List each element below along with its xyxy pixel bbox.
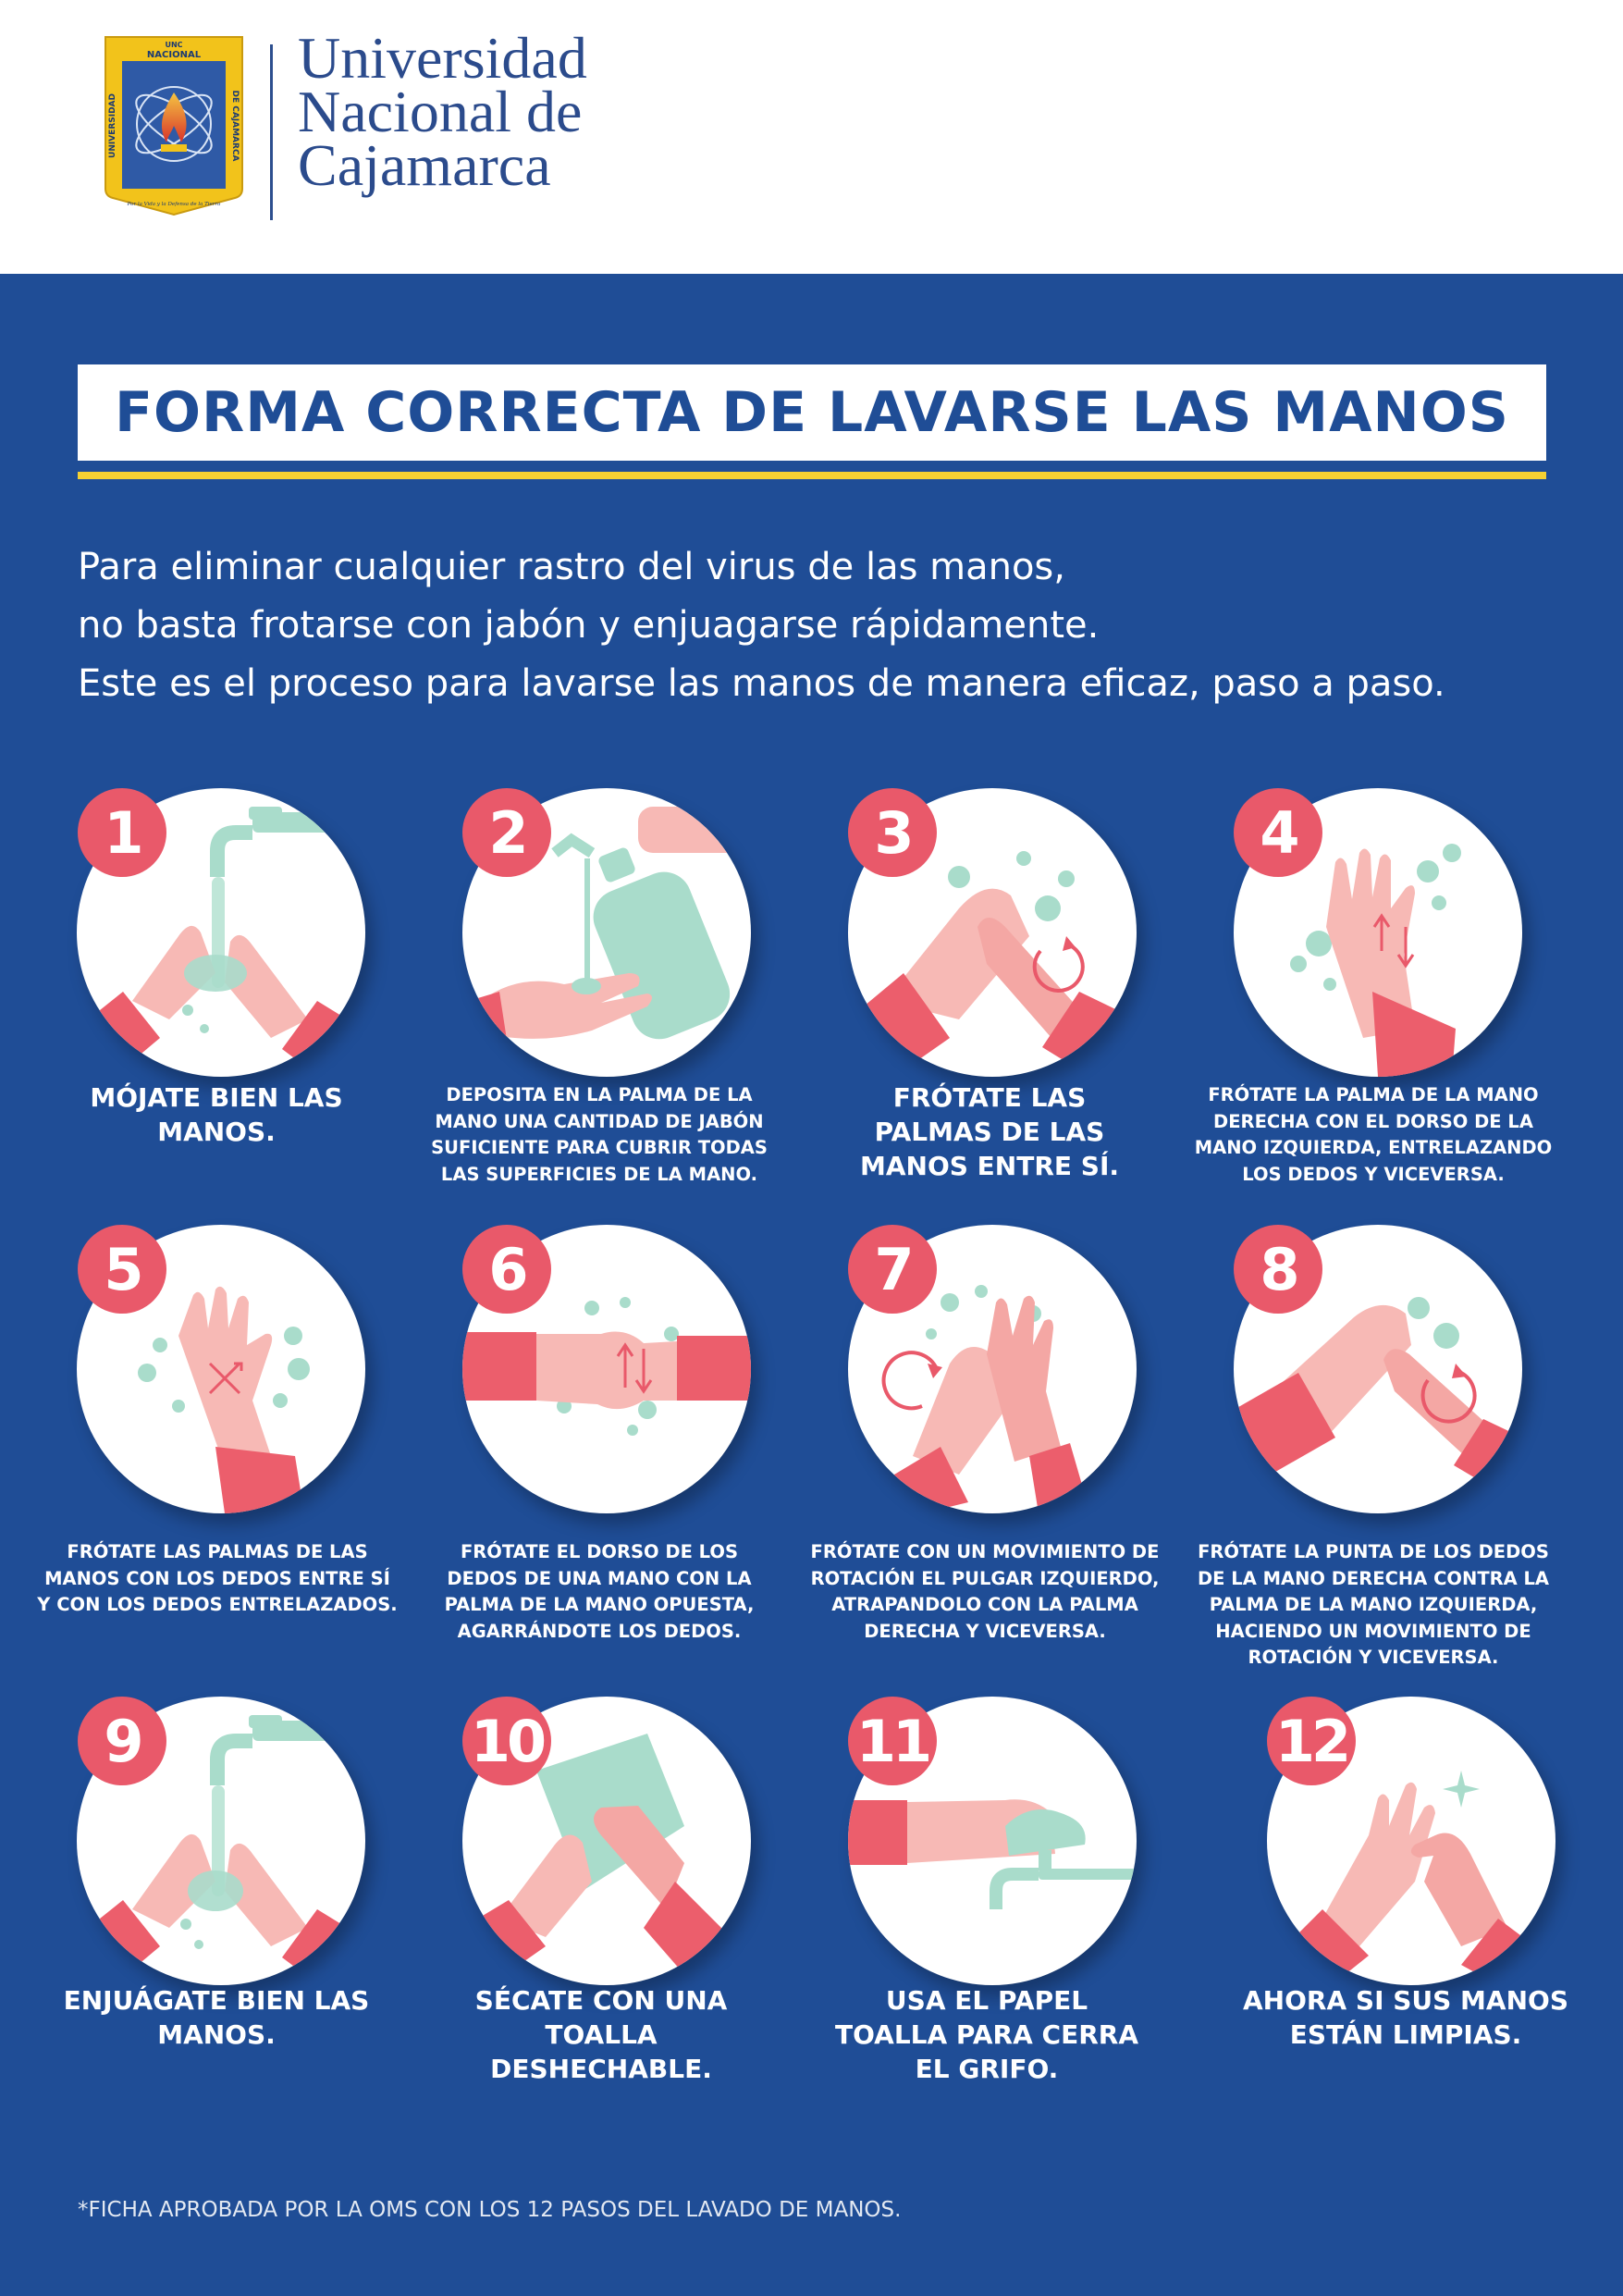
step-4-caption: FRÓTATE LA PALMA DE LA MANO DERECHA CON EL DORSO DE LA MANO IZQUIERDA, ENTRELAZANDO LOS DEDOS Y VICEVERSA. xyxy=(1194,1084,1553,1185)
header xyxy=(0,0,1623,274)
intro-line-3: Este es el proceso para lavarse las manos de manera eficaz, paso a paso. xyxy=(78,662,1445,705)
seal-motto: Por la Vida y la Defensa de la Tierra xyxy=(127,202,221,207)
step-10-number: 10 xyxy=(462,1697,551,1785)
step-7-number: 7 xyxy=(848,1225,937,1314)
header-divider xyxy=(270,44,273,220)
page-title: FORMA CORRECTA DE LAVARSE LAS MANOS xyxy=(115,380,1509,445)
seal-universidad: UNIVERSIDAD xyxy=(108,93,117,158)
seal-unc: UNC xyxy=(165,41,183,49)
step-6-caption: FRÓTATE EL DORSO DE LOS DEDOS DE UNA MANO CON LA PALMA DE LA MANO OPUESTA, AGARRÁNDOTE LOS DEDOS. xyxy=(444,1541,755,1642)
step-9-number: 9 xyxy=(78,1697,166,1785)
step-8-number: 8 xyxy=(1234,1225,1322,1314)
step-5-caption: FRÓTATE LAS PALMAS DE LAS MANOS CON LOS DEDOS ENTRE SÍ Y CON LOS DEDOS ENTRELAZADOS. xyxy=(37,1541,398,1615)
footnote: *FICHA APROBADA POR LA OMS CON LOS 12 PASOS DEL LAVADO DE MANOS. xyxy=(78,2198,902,2222)
step-2-number: 2 xyxy=(462,788,551,877)
step-12-number: 12 xyxy=(1267,1697,1356,1785)
step-1-caption: MÓJATE BIEN LAS MANOS. xyxy=(90,1082,343,1147)
title-underline xyxy=(78,472,1546,479)
step-11-caption: USA EL PAPEL TOALLA PARA CERRA EL GRIFO. xyxy=(835,1985,1138,2084)
step-5-number: 5 xyxy=(78,1225,166,1314)
step-10-caption: SÉCATE CON UNA TOALLA DESHECHABLE. xyxy=(474,1985,728,2084)
step-9-caption: ENJUÁGATE BIEN LAS MANOS. xyxy=(63,1985,370,2050)
step-12-caption: AHORA SI SUS MANOS ESTÁN LIMPIAS. xyxy=(1243,1985,1568,2050)
content-panel xyxy=(0,274,1623,2296)
intro-line-1: Para eliminar cualquier rastro del virus de las manos, xyxy=(78,546,1065,588)
seal-de-cajamarca: DE CAJAMARCA xyxy=(230,90,240,162)
university-name xyxy=(298,25,587,198)
university-name-line-3: Cajamarca xyxy=(298,132,551,198)
university-name-line-2: Nacional de xyxy=(298,79,583,144)
university-name-line-1: Universidad xyxy=(298,25,587,91)
step-8-caption: FRÓTATE LA PUNTA DE LOS DEDOS DE LA MANO DERECHA CONTRA LA PALMA DE LA MANO IZQUIERDA, HACIENDO UN MOVIMIENTO DE ROTACIÓN Y VICEVERSA. xyxy=(1197,1541,1550,1668)
step-1-number: 1 xyxy=(78,788,166,877)
title-box xyxy=(78,364,1546,461)
step-6-number: 6 xyxy=(462,1225,551,1314)
step-3-number: 3 xyxy=(848,788,937,877)
step-7-caption: FRÓTATE CON UN MOVIMIENTO DE ROTACIÓN EL PULGAR IZQUIERDO, ATRAPANDOLO CON LA PALMA DERECHA Y VICEVERSA. xyxy=(810,1541,1160,1642)
intro-text xyxy=(78,538,1557,713)
university-seal-logo xyxy=(102,33,246,224)
intro-line-2: no basta frotarse con jabón y enjuagarse rápidamente. xyxy=(78,604,1100,647)
step-2-caption: DEPOSITA EN LA PALMA DE LA MANO UNA CANTIDAD DE JABÓN SUFICIENTE PARA CUBRIR TODAS LAS SUPERFICIES DE LA MANO. xyxy=(431,1084,768,1185)
step-11-number: 11 xyxy=(848,1697,937,1785)
step-4-number: 4 xyxy=(1234,788,1322,877)
seal-nacional: NACIONAL xyxy=(146,50,202,60)
step-3-caption: FRÓTATE LAS PALMAS DE LAS MANOS ENTRE SÍ. xyxy=(860,1082,1119,1181)
